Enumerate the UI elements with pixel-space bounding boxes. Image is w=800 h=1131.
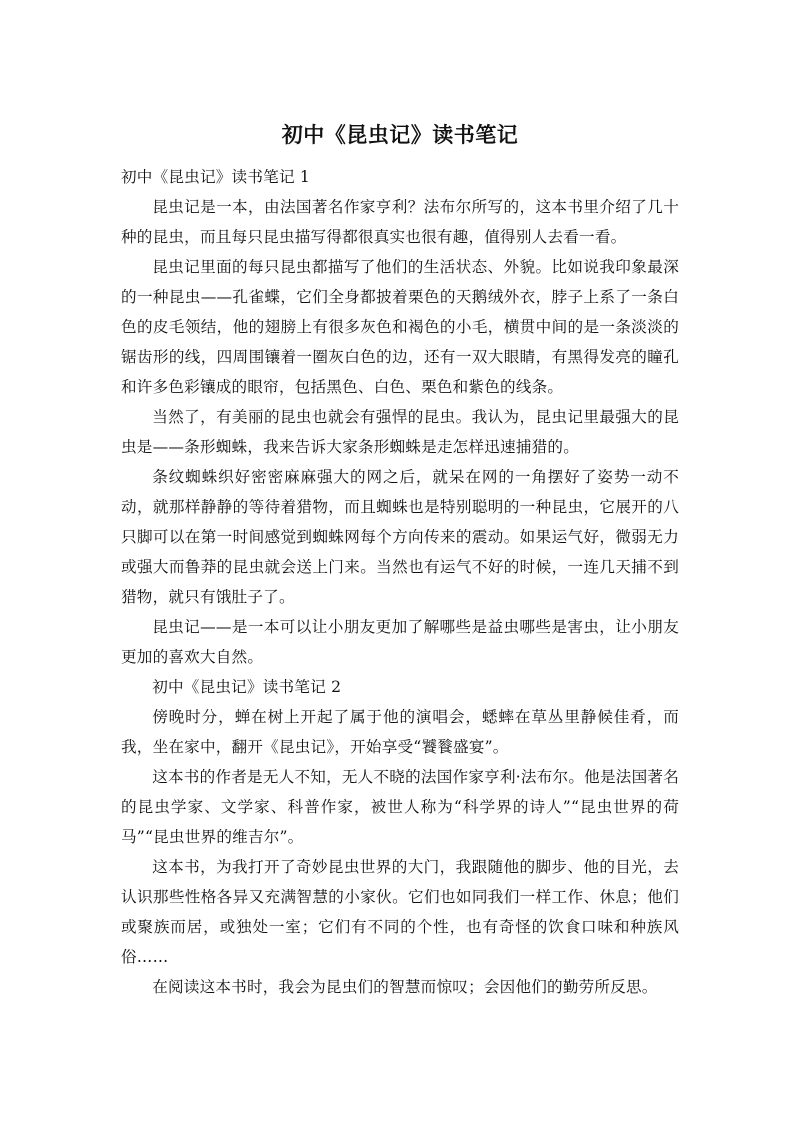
paragraph: 昆虫记——是一本可以让小朋友更加了解哪些是益虫哪些是害虫，让小朋友更加的喜欢大自然。 [121, 618, 679, 666]
paragraph: 这本书，为我打开了奇妙昆虫世界的大门，我跟随他的脚步、他的目光，去认识那些性格各异又充满智慧的小家伙。它们也如同我们一样工作、休息；他们或聚族而居，或独处一室；它们有不同的个性，也有奇怪的饮食口味和种族风俗…… [121, 858, 679, 966]
document-body [121, 162, 679, 1002]
paragraph: 傍晚时分，蝉在树上开起了属于他的演唱会，蟋蟀在草丛里静候佳肴，而我，坐在家中，翻开《昆虫记》，开始享受“饕餮盛宴”。 [121, 708, 679, 756]
paragraph: 昆虫记是一本，由法国著名作家亨利？法布尔所写的，这本书里介绍了几十种的昆虫，而且每只昆虫描写得都很真实也很有趣，值得别人去看一看。 [121, 198, 679, 246]
paragraph: 当然了，有美丽的昆虫也就会有强悍的昆虫。我认为，昆虫记里最强大的昆虫是——条形蜘蛛，我来告诉大家条形蜘蛛是走怎样迅速捕猎的。 [121, 408, 679, 456]
paragraph: 在阅读这本书时，我会为昆虫们的智慧而惊叹；会因他们的勤劳所反思。 [152, 978, 658, 996]
document-title: 初中《昆虫记》读书笔记 [281, 123, 519, 147]
paragraph: 条纹蜘蛛织好密密麻麻强大的网之后，就呆在网的一角摆好了姿势一动不动，就那样静静的等待着猎物，而且蜘蛛也是特别聪明的一种昆虫，它展开的八只脚可以在第一时间感觉到蜘蛛网每个方向传来的震动。如果运气好，微弱无力或强大而鲁莽的昆虫就会送上门来。当然也有运气不好的时候，一连几天捕不到猎物，就只有饿肚子了。 [121, 468, 679, 606]
section-1-heading: 初中《昆虫记》读书笔记 1 [121, 168, 311, 186]
paragraph: 昆虫记里面的每只昆虫都描写了他们的生活状态、外貌。比如说我印象最深的一种昆虫——孔雀蝶，它们全身都披着栗色的天鹅绒外衣，脖子上系了一条白色的皮毛领结，他的翅膀上有很多灰色和褐色的小毛，横贯中间的是一条淡淡的锯齿形的线，四周围镶着一圈灰白色的边，还有一双大眼睛，有黑得发亮的瞳孔和许多色彩镶成的眼帘，包括黑色、白色、栗色和紫色的线条。 [121, 258, 679, 396]
paragraph: 这本书的作者是无人不知，无人不晓的法国作家亨利·法布尔。他是法国著名的昆虫学家、文学家、科普作家，被世人称为“科学界的诗人”“昆虫世界的荷马”“昆虫世界的维吉尔”。 [121, 768, 679, 846]
section-2-heading: 初中《昆虫记》读书笔记 2 [152, 678, 342, 696]
